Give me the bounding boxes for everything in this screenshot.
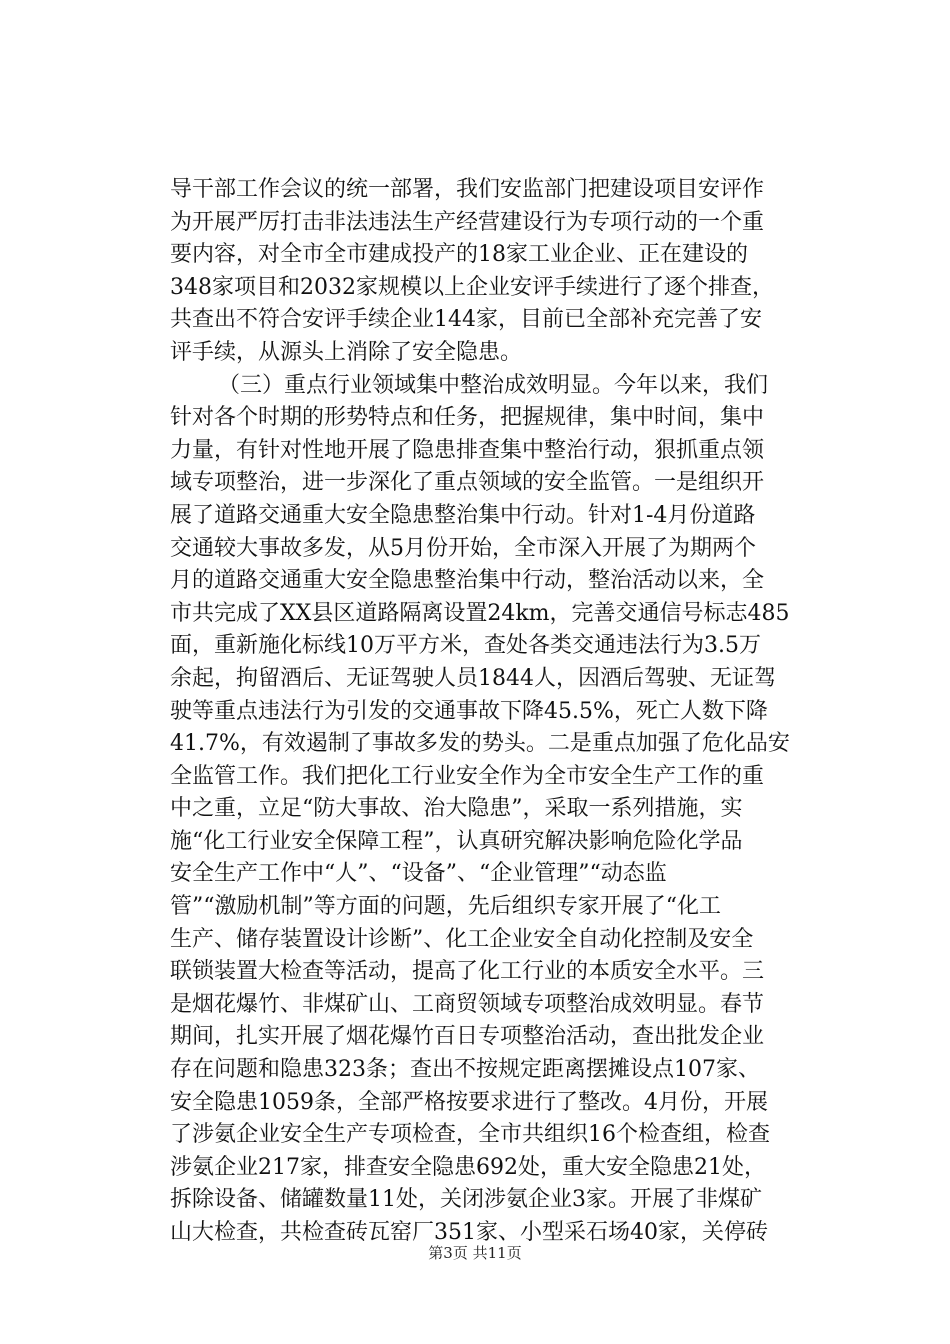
text-line: 余起，拘留酒后、无证驾驶人员1844人，因酒后驾驶、无证驾: [170, 665, 776, 691]
text-line: 生产、储存装置设计诊断”、化工企业安全自动化控制及安全: [170, 926, 754, 952]
text-line: 安全隐患1059条，全部严格按要求进行了整改。4月份，开展: [170, 1089, 768, 1115]
text-line: 涉氨企业217家，排查安全隐患692处，重大安全隐患21处，: [170, 1154, 766, 1180]
text-line: 存在问题和隐患323条；查出不按规定距离摆摊设点107家、: [170, 1057, 760, 1083]
text-line: 月的道路交通重大安全隐患整治集中行动，整治活动以来，全: [170, 568, 765, 594]
text-line: 全监管工作。我们把化工行业安全作为全市安全生产工作的重: [170, 763, 765, 789]
text-line: 山大检查，共检查砖瓦窑厂351家、小型采石场40家，关停砖: [170, 1220, 768, 1245]
text-line: 了涉氨企业安全生产专项检查，全市共组织16个检查组，检查: [170, 1122, 770, 1148]
text-line: 市共完成了XX县区道路隔离设置24km，完善交通信号标志485: [170, 600, 790, 626]
text-line: 联锁装置大检查等活动，提高了化工行业的本质安全水平。三: [170, 959, 765, 985]
text-line: 域专项整治，进一步深化了重点领域的安全监管。一是组织开: [170, 470, 765, 496]
text-line: 期间，扎实开展了烟花爆竹百日专项整治活动，查出批发企业: [170, 1024, 765, 1050]
text-line: 交通较大事故多发，从5月份开始，全市深入开展了为期两个: [170, 535, 756, 561]
text-line: 中之重，立足“防大事故、治大隐患”，采取一系列措施，实: [170, 796, 743, 822]
text-line: 安全生产工作中“人”、“设备”、“企业管理”“动态监: [170, 861, 667, 887]
text-line: 驶等重点违法行为引发的交通事故下降45.5%，死亡人数下降: [170, 698, 768, 724]
text-line: 为开展严厉打击非法违法生产经营建设行为专项行动的一个重: [170, 209, 765, 235]
text-line: 41.7%，有效遏制了事故多发的势头。二是重点加强了危化品安: [170, 731, 790, 757]
text-line: 348家项目和2032家规模以上企业安评手续进行了逐个排查，: [170, 274, 774, 300]
text-line: 面，重新施化标线10万平方米，查处各类交通违法行为3.5万: [170, 633, 761, 659]
page-footer: 第3页 共11页: [428, 1244, 522, 1262]
text-line: 共查出不符合安评手续企业144家，目前已全部补充完善了安: [170, 307, 762, 333]
body-text: [170, 174, 810, 1250]
text-line: 展了道路交通重大安全隐患整治集中行动。针对1-4月份道路: [170, 502, 756, 528]
text-line: 要内容，对全市全市建成投产的18家工业企业、正在建设的: [170, 242, 748, 268]
text-line: （三）重点行业领域集中整治成效明显。今年以来，我们: [218, 372, 769, 398]
text-line: 拆除设备、储罐数量11处，关闭涉氨企业3家。开展了非煤矿: [170, 1187, 762, 1213]
text-line: 是烟花爆竹、非煤矿山、工商贸领域专项整治成效明显。春节: [170, 991, 765, 1017]
text-line: 施“化工行业安全保障工程”，认真研究解决影响危险化学品: [170, 828, 743, 854]
text-line: 导干部工作会议的统一部署，我们安监部门把建设项目安评作: [170, 177, 765, 202]
text-line: 评手续，从源头上消除了安全隐患。: [170, 339, 523, 365]
text-line: 针对各个时期的形势特点和任务，把握规律，集中时间，集中: [170, 405, 765, 431]
text-line: 力量，有针对性地开展了隐患排查集中整治行动，狠抓重点领: [170, 437, 765, 463]
text-line: 管”“激励机制”等方面的问题，先后组织专家开展了“化工: [170, 894, 721, 920]
